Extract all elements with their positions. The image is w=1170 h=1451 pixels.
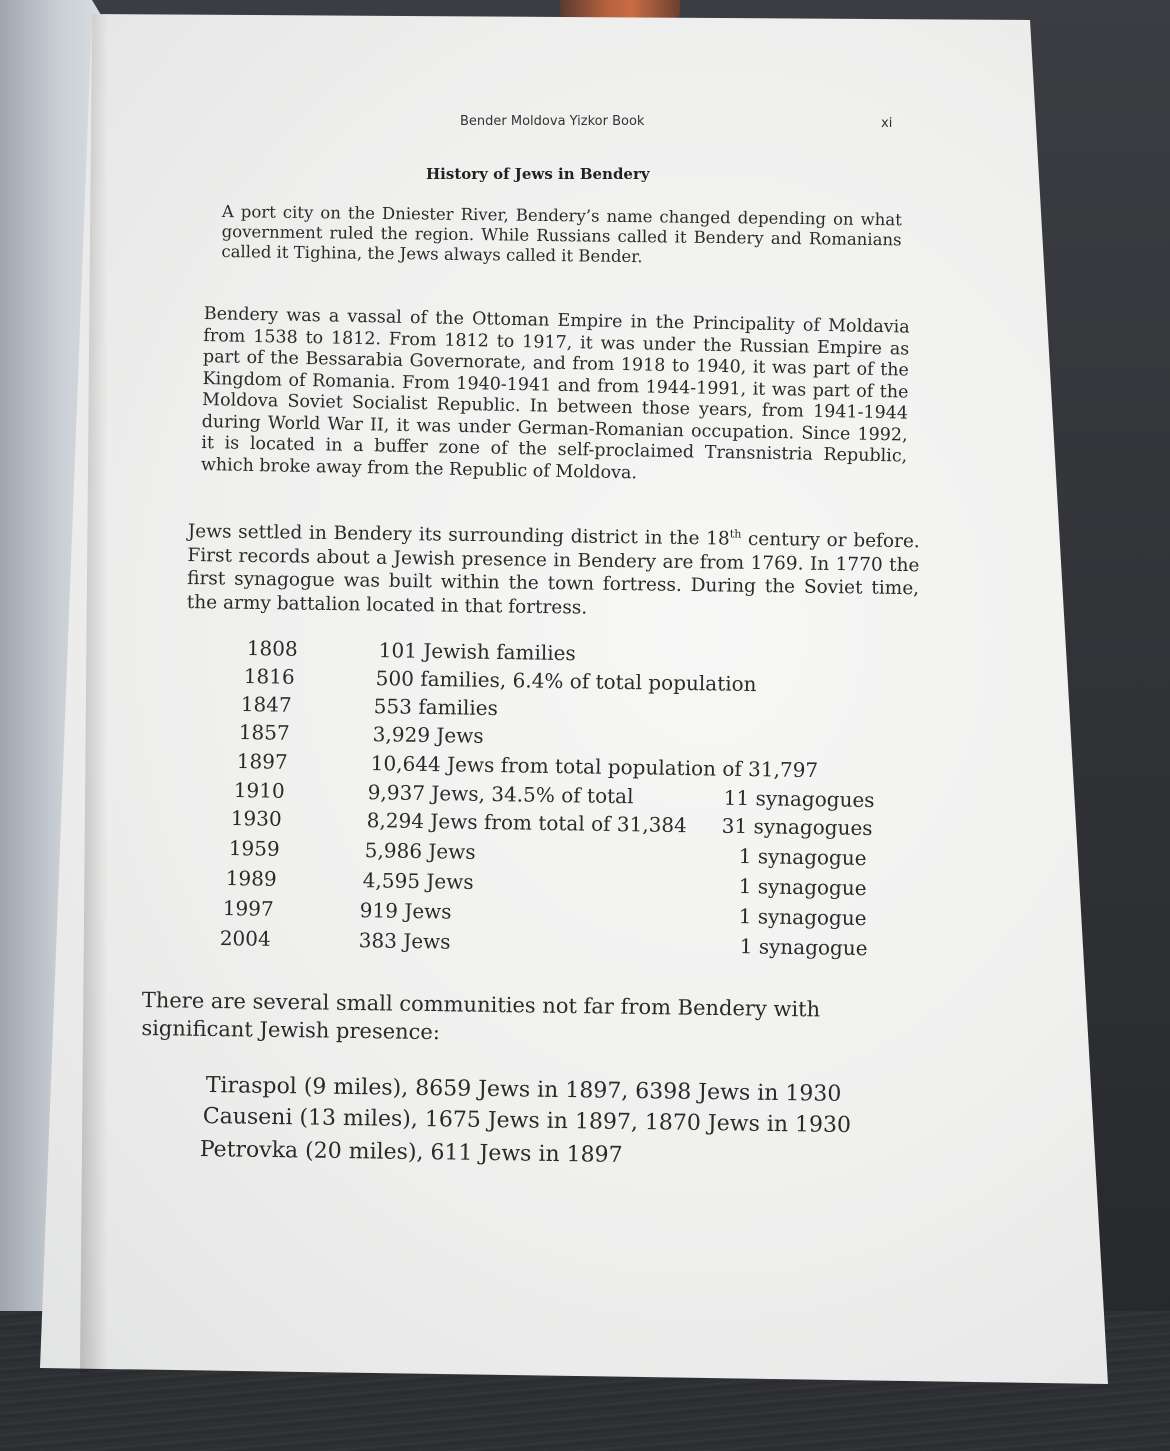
row-synagogues: 1 synagogue [738,874,867,901]
row-year: 1989 [225,866,277,891]
row-year: 1930 [230,806,282,831]
row-synagogues: 1 synagogue [738,844,867,871]
community-item: Tiraspol (9 miles), 8659 Jews in 1897, 6398 Jews in 1930 [205,1073,842,1107]
community-item: Causeni (13 miles), 1675 Jews in 1897, 1870 Jews in 1930 [202,1104,852,1139]
paragraph-settlement [187,520,920,624]
row-description: 101 Jewish families [378,638,576,666]
row-year: 1910 [233,778,285,803]
row-synagogues: 1 synagogue [739,934,868,961]
row-description: 919 Jews [359,898,452,924]
row-description: 383 Jews [358,928,451,954]
row-year: 1816 [243,664,295,689]
row-synagogues: 31 synagogues [721,813,873,841]
row-description: 8,294 Jews from total of 31,384 [366,808,688,838]
paragraph-history: Bendery was a vassal of the Ottoman Empire in the Principality of Moldavia from 1538 to 1812. From 1812 to 1917, it was under the Russian Empire as part of the Bessarabia Governorate, and from 1918 to 1940, it was part of the Kingdom of Romania. From 1940-1941 and from 1944-1991, it was part of the Moldova Soviet Socialist Republic. In between those years, from 1941-1944 during World War II, it was under German-Romanian occupation. Since 1992, it is located in a buffer zone of the self-proclaimed Transnistria Republic, which broke away from the Republic of Moldova. [200,304,910,483]
row-description: 10,644 Jews from total population of 31,797 [370,751,819,783]
row-year: 2004 [219,926,271,951]
row-description: 5,986 Jews [364,838,476,864]
row-year: 1997 [222,896,274,921]
row-description: 9,937 Jews, 34.5% of total [367,780,634,809]
row-year: 1897 [236,749,288,774]
row-description: 500 families, 6.4% of total population [375,666,757,697]
row-year: 1959 [228,836,280,861]
paragraph-intro: A port city on the Dniester River, Bendery’s name changed depending on what government ruled the region. While Russians called it Bendery and Romanians called it Tighina, the Jews always called it Bender. [221,202,902,267]
row-description: 553 families [373,694,499,721]
superscript-th: th [729,527,742,541]
row-description: 3,929 Jews [372,722,484,748]
row-synagogues: 1 synagogue [738,904,867,931]
row-year: 1857 [238,720,290,745]
running-head: Bender Moldova Yizkor Book [460,114,645,129]
paragraph-settlement-end: century or before. First records about a Jewish presence in Bendery are from 1769. In 1770 the first synagogue was built within the town fortress. During the Soviet time, the army battalion located in that fortress. [186,528,920,619]
page-number: xi [881,116,893,131]
communities-intro: There are several small communities not far from Bendery with significant Jewish presence: [141,987,821,1045]
section-title: History of Jews in Bendery [426,165,650,183]
row-synagogues: 11 synagogues [723,785,875,813]
row-year: 1847 [240,692,292,717]
row-year: 1808 [246,636,298,661]
paragraph-settlement-start: Jews settled in Bendery its surrounding district in the 18 [187,520,730,550]
community-item: Petrovka (20 miles), 611 Jews in 1897 [199,1137,623,1168]
row-description: 4,595 Jews [362,868,474,894]
